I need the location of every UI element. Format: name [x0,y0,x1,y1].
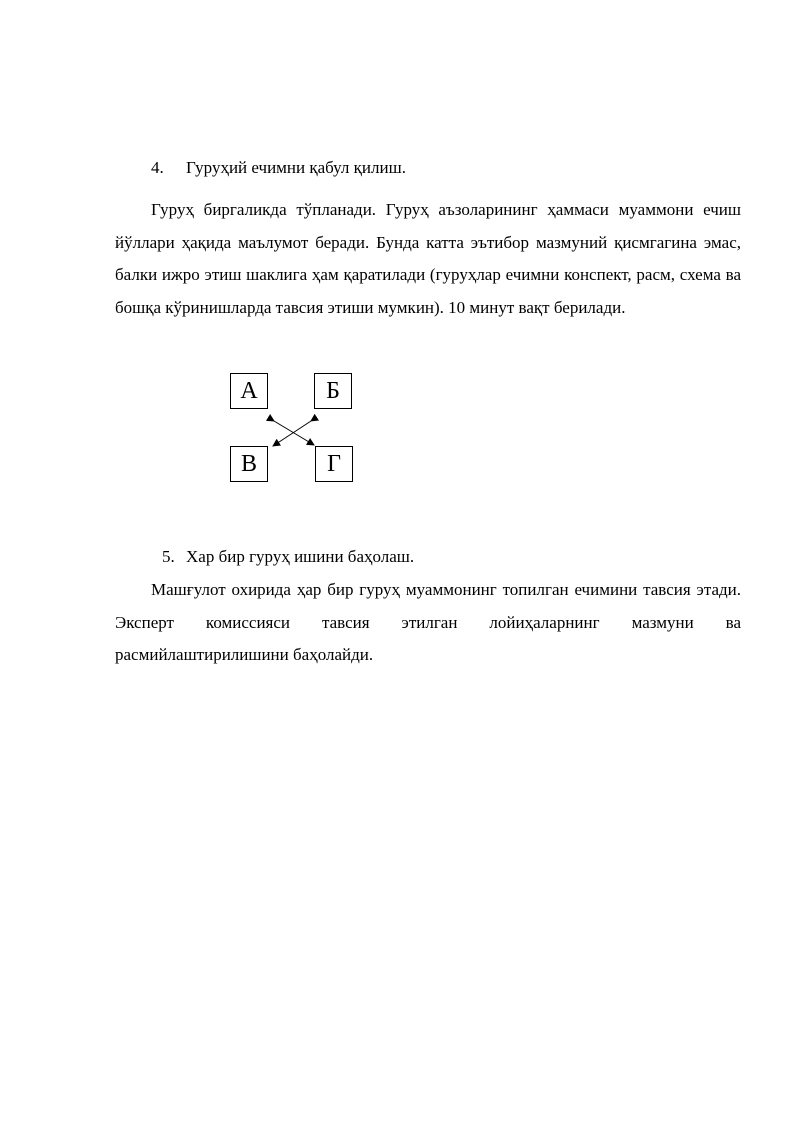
section-5-title: Хар бир гуруҳ ишини баҳолаш. [186,547,415,566]
box-g: Г [315,446,353,482]
box-a: А [230,373,268,409]
cross-arrows [0,0,800,520]
box-b: Б [314,373,352,409]
arrow-b-v [273,421,311,446]
section-5-paragraph: Машғулот охирида ҳар бир гуруҳ муаммонинг топилган ечимини тавсия этади. Эксперт комиссияси тавсия этилган лойиҳаларнинг мазмуни ва расмийлаштирилишини баҳолайди. [115,580,741,664]
section-5-number: 5. [162,547,175,566]
section-4-paragraph: Гуруҳ биргаликда тўпланади. Гуруҳ аъзоларининг ҳаммаси муаммони ечиш йўллари ҳақида маълумот беради. Бунда катта эътибор мазмуний қисмгагина эмас, балки ижро этиш шаклига ҳам қаратилади (гуруҳлар ечимни конспект, расм, схема ва бошқа кўринишларда тавсия этиши мумкин). 10 минут вақт берилади. [115,200,741,317]
section-5-heading [162,546,414,568]
box-v: В [230,446,268,482]
section-4-title: Гуруҳий ечимни қабул қилиш. [186,158,406,177]
section-4-number: 4. [151,158,164,177]
